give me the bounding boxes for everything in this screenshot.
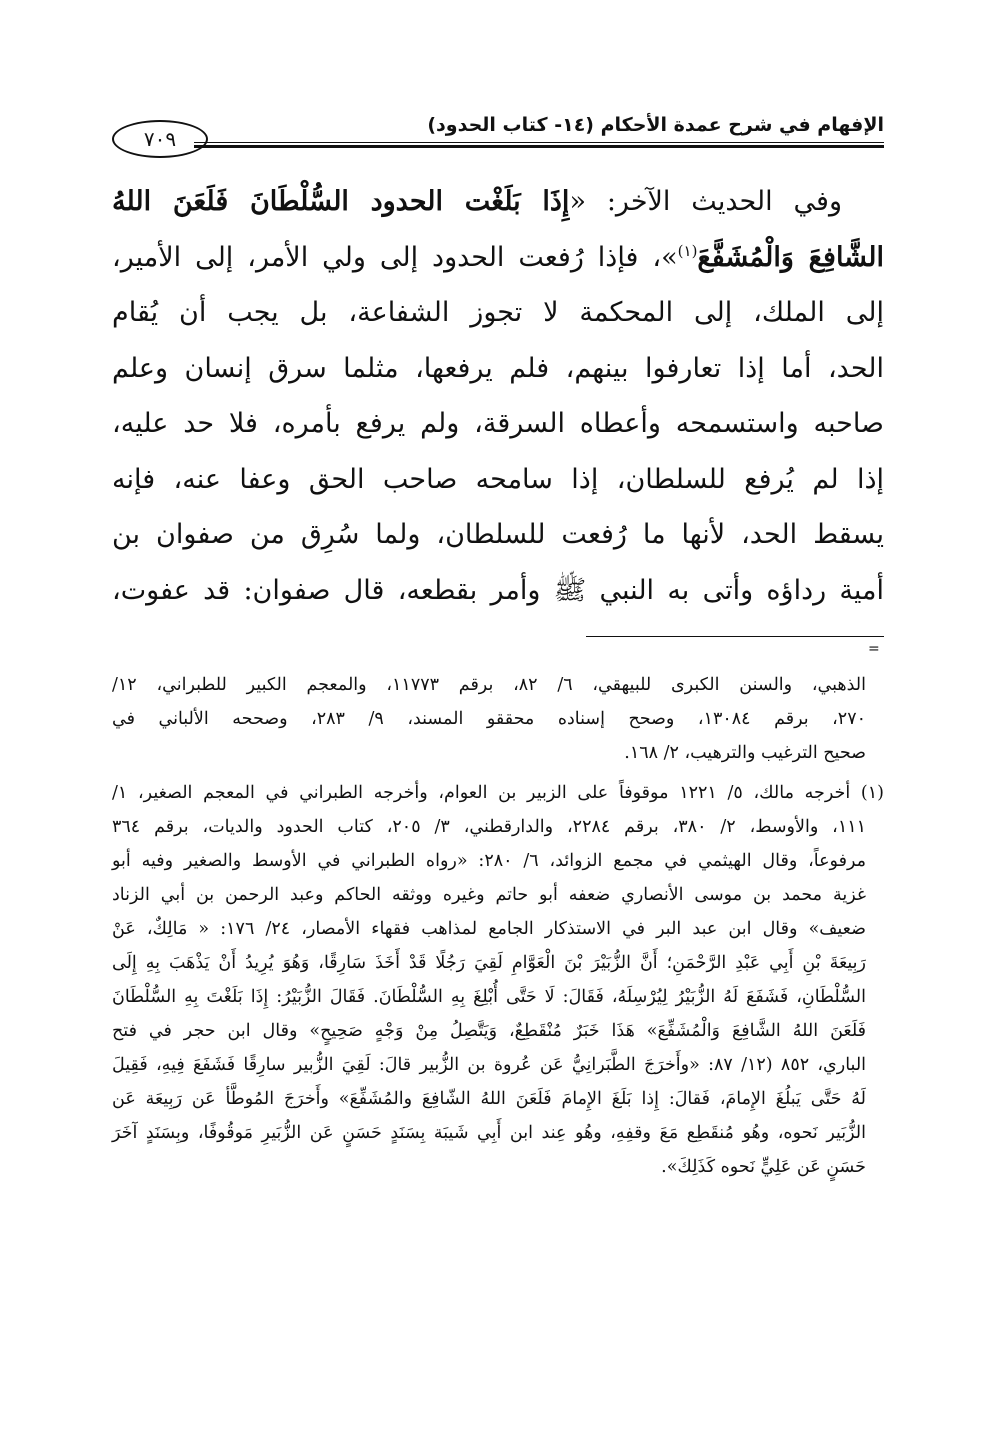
body-line — [112, 230, 884, 286]
footnote-line: (١) أخرجه مالك، ٥/ ١٢٢١ موقوفاً على الزبير بن العوام، وأخرجه الطبراني في المعجم الصغير، ١/ — [112, 783, 884, 803]
footnote-continuation-mark: = — [868, 641, 880, 657]
footnote-line: ضعيف» وقال ابن عبد البر في الاستذكار الجامع لمذاهب فقهاء الأمصار، ٢٤/ ١٧٦: « مَالِكٌ، عَنْ — [112, 919, 866, 939]
body-line: الحد، أما إذا تعارفوا بينهم، فلم يرفعها، مثلما سرق إنسان وعلم — [112, 352, 884, 384]
footnote-line: مرفوعاً، وقال الهيثمي في مجمع الزوائد، ٦/ ٢٨٠: «رواه الطبراني في الأوسط والصغير وفيه أبو — [112, 851, 866, 871]
body-line: إلى الملك، إلى المحكمة لا تجوز الشفاعة، بل يجب أن يُقام — [112, 297, 884, 328]
running-header — [112, 108, 884, 160]
footnote-line: غزية محمد بن موسى الأنصاري ضعفه أبو حاتم وغيره ووثقه الحاكم وعبد الرحمن بن أبي الزناد — [112, 885, 866, 905]
footnote-line: رَبِيعَةَ بْنِ أَبِي عَبْدِ الرَّحْمَنِ؛ أَنَّ الزُّبَيْرَ بْنَ الْعَوَّامِ لَقِيَ رَجُلًا قَدْ أَخَذَ سَارِقًا، وَهُوَ يُرِيدُ أَنْ يَذْهَبَ بِهِ إِلَى — [112, 953, 866, 973]
footnote-line: ١١١، والأوسط، ٢/ ٣٨٠، برقم ٢٢٨٤، والدارقطني، ٣/ ٢٠٥، كتاب الحدود والديات، برقم ٣٦٤ — [112, 817, 867, 837]
hadith-quote-end: الشَّافِعَ وَالْمُشَفَّعَ — [697, 241, 884, 273]
footnote-line: الزُّبَير نَحوه، وهُو مُنقَطِع مَعَ وقفِهِ، وهُو عِند ابن أَبِي شَيبَة بِسَنَدٍ حَسَنٍ عَن الزُّبَيرِ مَوقُوفًا، وبِسَنَدٍ آخَرَ — [112, 1123, 866, 1143]
footnote-line: فَلَعَنَ اللهُ الشَّافِعَ وَالْمُشَفِّعَ» هَذَا خَبَرٌ مُنْقَطِعٌ، وَيَتَّصِلُ مِنْ وَجْهٍ صَحِيحٍ» وقال ابن حجر في فتح — [112, 1021, 866, 1041]
footnote-line: صحيح الترغيب والترهيب، ٢/ ١٦٨. — [624, 743, 866, 763]
footnote-line: ٢٧٠، برقم ١٣٠٨٤، وصحح إسناده محققو المسند، ٩/ ٢٨٣، وصححه الألباني في — [112, 709, 866, 729]
body-line: يسقط الحد، لأنها ما رُفعت للسلطان، ولما سُرِق من صفوان بن — [112, 519, 884, 550]
body-text: »، فإذا رُفعت الحدود إلى ولي الأمر، إلى الأمير، — [112, 241, 678, 273]
hadith-quote: إِذَا بَلَغْت الحدود السُّلْطَانَ فَلَعَنَ اللهُ — [112, 186, 570, 217]
footnote-reference: (١) — [677, 241, 698, 260]
footnote-line: السُّلْطَانِ، فَشَفَعَ لَهُ الزُّبَيْرُ لِيُرْسِلَهُ، فَقَالَ: لَا حَتَّى أُبْلِغَ بِهِ السُّلْطَانَ. فَقَالَ الزُّبَيْرُ: إِذَا بَلَغْتَ بِهِ السُّلْطَانَ — [112, 987, 866, 1007]
header-rule — [194, 142, 884, 148]
body-intro: وفي الحديث الآخر: « — [569, 186, 842, 217]
body-line: أمية رداؤه وأتى به النبي ﷺ وأمر بقطعه، قال صفوان: قد عفوت، — [112, 574, 884, 606]
footnote-line: الباري، ٨٥٢ (١٢/ ٨٧: «وأَخرَجَ الطَّبَرانِيُّ عَن عُروة بن الزُّبير قالَ: لَقِيَ الزُّبير سارِقًا فَشَفَعَ فِيهِ، فَقِيلَ — [112, 1055, 867, 1075]
footnote-separator — [586, 636, 884, 637]
footnote-line: لَهُ حَتَّى يَبلُغَ الإِمامَ، فَقالَ: إِذا بَلَغَ الإِمامَ فَلَعَنَ اللهُ الشّافِعَ والمُشَفِّعَ» وأَخرَجَ المُوطَّأ عَن رَبِيعَة عَن — [112, 1089, 866, 1109]
body-line — [112, 174, 884, 230]
body-line: صاحبه واستسمحه وأعطاه السرقة، ولم يرفع بأمره، فلا حد عليه، — [112, 408, 884, 439]
page-number: ٧٠٩ — [112, 120, 208, 158]
footnote-line: حَسَنٍ عَن عَلِيٍّ نَحوه كَذَلِكَ». — [661, 1157, 866, 1177]
main-text — [112, 174, 884, 618]
body-line: إذا لم يُرفع للسلطان، إذا سامحه صاحب الحق وعفا عنه، فإنه — [112, 463, 884, 495]
header-title: الإفهام في شرح عمدة الأحكام (١٤- كتاب الحدود) — [427, 114, 884, 136]
footnote-line: الذهبي، والسنن الكبرى للبيهقي، ٦/ ٨٢، برقم ١١٧٧٣، والمعجم الكبير للطبراني، ١٢/ — [112, 675, 867, 695]
footnotes — [112, 668, 884, 1184]
